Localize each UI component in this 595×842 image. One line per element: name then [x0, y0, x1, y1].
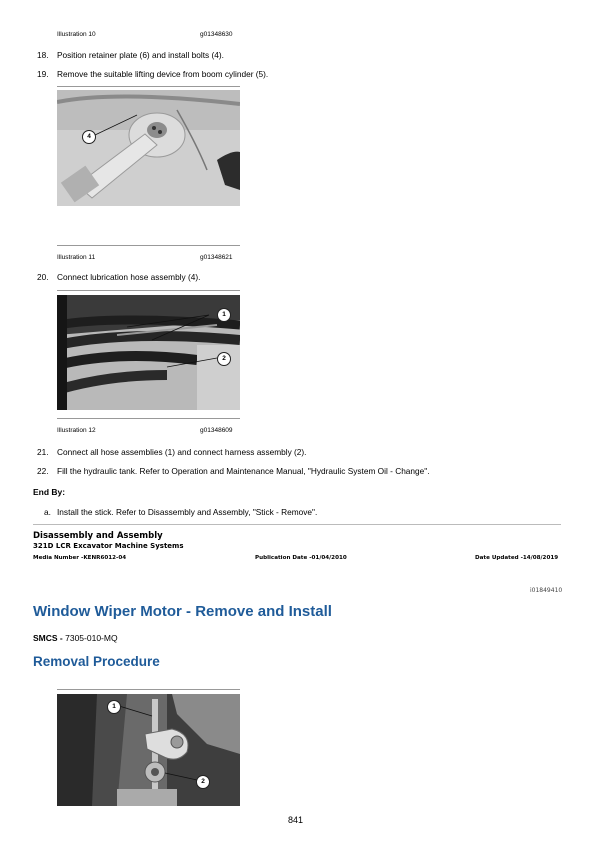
- step-19-number: 19.: [37, 69, 49, 79]
- step-20-number: 20.: [37, 272, 49, 282]
- step-20-text: Connect lubrication hose assembly (4).: [57, 272, 201, 282]
- illustration-12-photo: [57, 295, 240, 410]
- illustration-11-code: g01348621: [200, 254, 233, 261]
- step-22-number: 22.: [37, 466, 49, 476]
- end-by-item-text: Install the stick. Refer to Disassembly and Assembly, "Stick - Remove".: [57, 507, 318, 517]
- wiper-illustration-top-rule: [57, 689, 240, 690]
- callout-2: 2: [217, 352, 231, 366]
- removal-procedure-heading: Removal Procedure: [33, 654, 160, 669]
- illustration-12-code: g01348609: [200, 427, 233, 434]
- callout-2: 2: [196, 775, 210, 789]
- step-22-text: Fill the hydraulic tank. Refer to Operation and Maintenance Manual, "Hydraulic System Oil - Change".: [57, 466, 430, 476]
- illustration-11-bottom-rule: [57, 245, 240, 246]
- step-21-text: Connect all hose assemblies (1) and connect harness assembly (2).: [57, 447, 307, 457]
- step-19-text: Remove the suitable lifting device from boom cylinder (5).: [57, 69, 269, 79]
- end-by-item-letter: a.: [44, 507, 51, 517]
- smcs-line: [33, 633, 118, 643]
- doc-title: Disassembly and Assembly: [33, 531, 163, 541]
- step-18-number: 18.: [37, 50, 49, 60]
- callout-1: 1: [217, 308, 231, 322]
- doc-subtitle: 321D LCR Excavator Machine Systems: [33, 542, 184, 550]
- callout-4: 4: [82, 130, 96, 144]
- illustration-11-label: Illustration 11: [57, 254, 96, 261]
- wiper-motor-image: [57, 694, 240, 806]
- boom-cylinder-photo: [57, 90, 240, 206]
- step-18-text: Position retainer plate (6) and install bolts (4).: [57, 50, 224, 60]
- step-21-number: 21.: [37, 447, 49, 457]
- illustration-11-top-rule: [57, 86, 240, 87]
- callout-1: 1: [107, 700, 121, 714]
- hose-assembly-photo: [57, 295, 240, 410]
- publication-date: Publication Date -01/04/2010: [255, 555, 347, 561]
- illustration-12-top-rule: [57, 290, 240, 291]
- illustration-12-label: Illustration 12: [57, 427, 96, 434]
- section-divider: [33, 524, 561, 525]
- illustration-12-bottom-rule: [57, 418, 240, 419]
- illustration-10-label: Illustration 10: [57, 31, 96, 38]
- smcs-label: SMCS -: [33, 633, 63, 643]
- wiper-motor-photo: [57, 694, 240, 806]
- illustration-11-photo: [57, 90, 240, 206]
- section-title: Window Wiper Motor - Remove and Install: [33, 603, 332, 620]
- date-updated: Date Updated -14/08/2019: [475, 555, 559, 561]
- document-id: i01849410: [530, 587, 563, 594]
- end-by-heading: End By:: [33, 487, 66, 497]
- illustration-10-code: g01348630: [200, 31, 233, 38]
- media-number: Media Number -KENR6012-04: [33, 555, 127, 561]
- page-number: 841: [288, 815, 304, 825]
- smcs-code: 7305-010-MQ: [65, 633, 118, 643]
